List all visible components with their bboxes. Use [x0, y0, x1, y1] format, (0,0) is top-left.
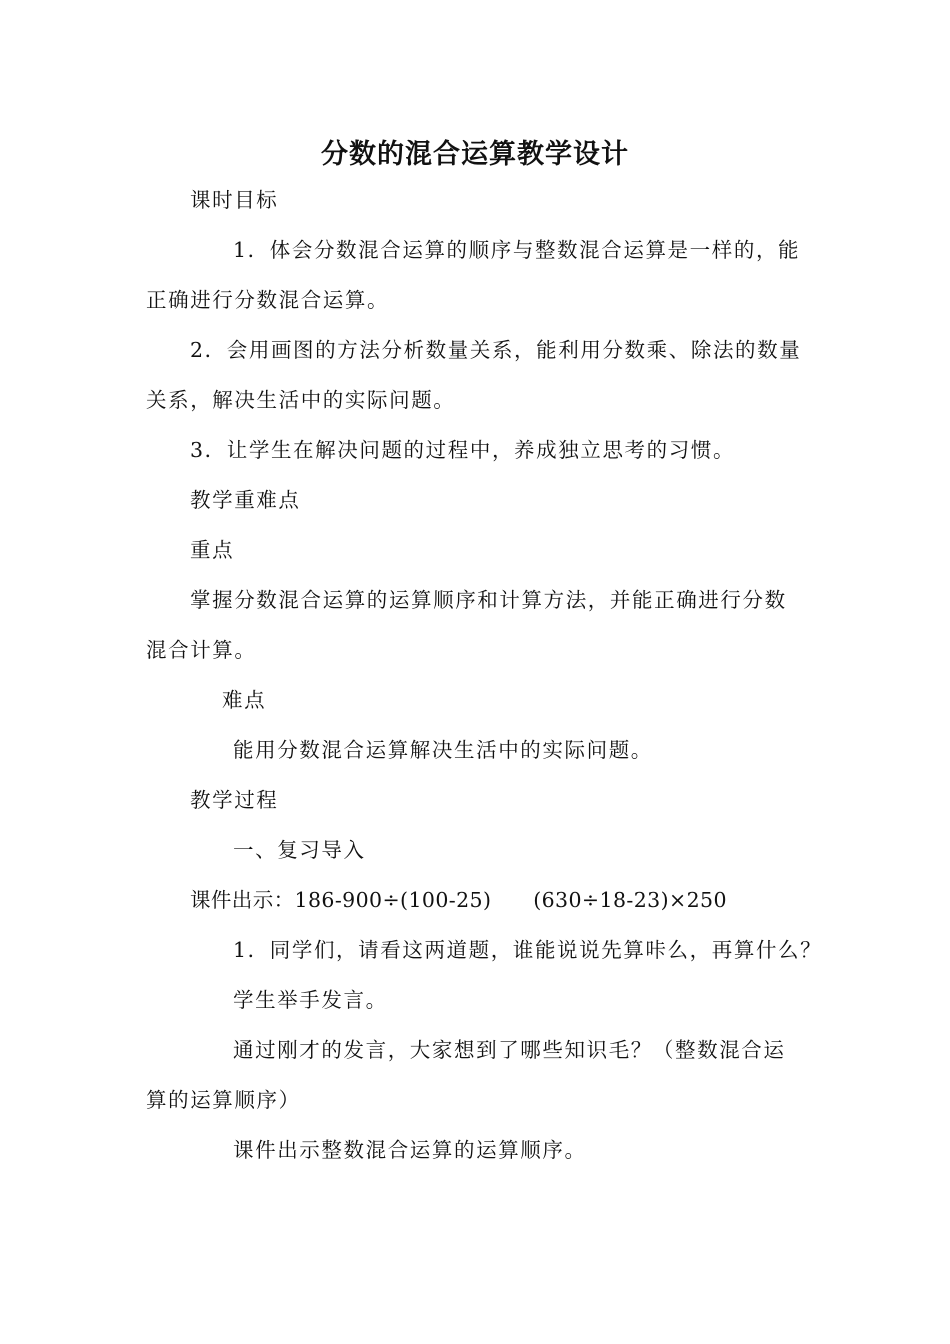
section-heading-key-points: 教学重难点	[190, 488, 301, 512]
paragraph-line: 关系，解决生活中的实际问题。	[146, 388, 456, 412]
paragraph-line: 1．同学们，请看这两道题，谁能说说先算咔么，再算什么？	[233, 938, 823, 962]
paragraph-line: 混合计算。	[146, 638, 257, 662]
section-heading-process: 教学过程	[190, 788, 279, 812]
document-title: 分数的混合运算教学设计	[321, 139, 629, 170]
paragraph-line: 掌握分数混合运算的运算顺序和计算方法，并能正确进行分数	[190, 588, 787, 612]
paragraph-line: 课件出示整数混合运算的运算顺序。	[233, 1138, 587, 1162]
paragraph-line: 正确进行分数混合运算。	[146, 288, 390, 312]
section-heading-objectives: 课时目标	[190, 188, 279, 212]
paragraph-line: 1．体会分数混合运算的顺序与整数混合运算是一样的，能	[233, 238, 801, 262]
paragraph-line: 学生举手发言。	[233, 988, 388, 1012]
paragraph-line-formulas: 课件出示：186-900÷(100-25) (630÷18-23)×250	[190, 888, 727, 912]
subheading-review: 一、复习导入	[233, 838, 366, 862]
paragraph-line: 能用分数混合运算解决生活中的实际问题。	[233, 738, 653, 762]
paragraph-line: 通过刚才的发言，大家想到了哪些知识毛？（整数混合运	[233, 1038, 786, 1062]
paragraph-line: 2．会用画图的方法分析数量关系，能利用分数乘、除法的数量	[190, 338, 802, 362]
paragraph-line: 3．让学生在解决问题的过程中，养成独立思考的习惯。	[190, 438, 736, 462]
subheading-difficulty: 难点	[222, 688, 267, 712]
paragraph-line: 算的运算顺序）	[146, 1088, 301, 1112]
subheading-focus: 重点	[190, 538, 235, 562]
